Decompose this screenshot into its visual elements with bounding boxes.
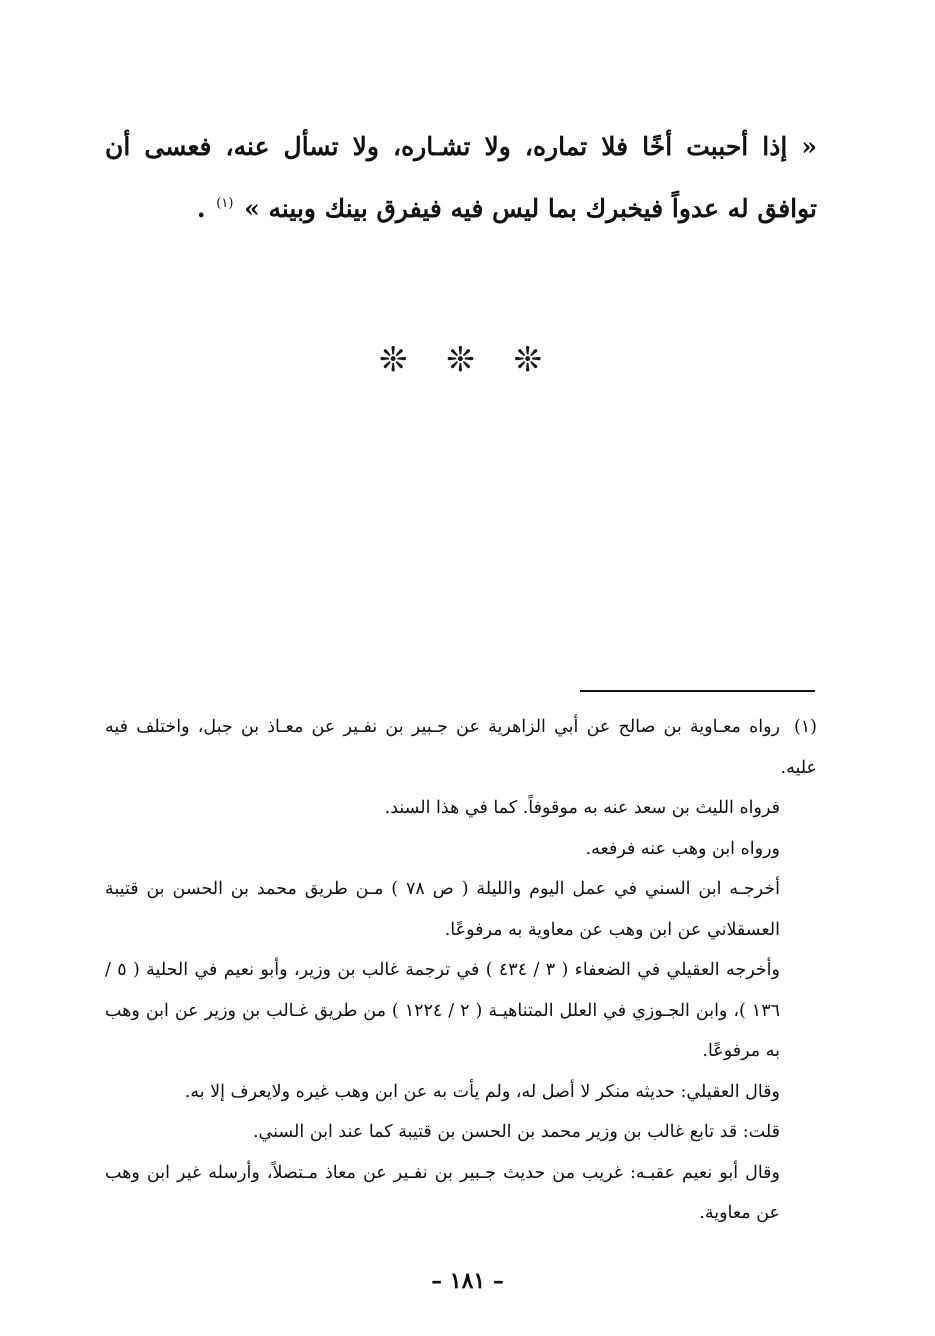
footnotes (105, 707, 817, 1234)
main-paragraph (105, 118, 817, 237)
footnote-text: رواه معـاوية بن صالح عن أبي الزاهرية عن جـبير بن نفـير عن معـاذ بن جبل، واختلف فيه عليه. (105, 717, 817, 778)
page-number: – ١٨١ – (431, 1268, 504, 1294)
footnote-paragraph: وقال العقيلي: حديثه منكر لا أصل له، ولم يأت به عن ابن وهب غيره ولايعرف إلا به. (184, 1081, 780, 1102)
main-text-body: « إذا أحببت أخًا فلا تماره، ولا تشـاره، ولا تسأل عنه، فعسى أن توافق له عدواً فيخبرك بما ليس فيه فيفرق بينك وبينه » (105, 132, 817, 223)
footnote-paragraph (105, 707, 817, 788)
section-separator: ❊ ❊ ❊ (378, 340, 557, 380)
footnote-reference: (١) (216, 196, 234, 211)
footnote-marker: (١) (793, 717, 817, 737)
footnote-divider (580, 690, 815, 692)
footnote-paragraph: وأخرجه العقيلي في الضعفاء ( ٣ / ٤٣٤ ) في ترجمة غالب بن وزير، وأبو نعيم في الحلية ( ٥ / ١٣٦ )، وابن الجـوزي في العلل المتناهيـة ( ٢ / ١٢٢٤ ) من طريق غـالب بن وزير عن ابن وهب به مرفوعًا. (105, 960, 780, 1061)
footnote-paragraph: وقال أبو نعيم عقبـه: غريب من حديث جـبير بن نفـير عن معاذ مـتصلاً، وأرسله غير ابن وهب عن معاوية. (105, 1162, 780, 1223)
main-text-end: . (196, 194, 206, 223)
footnote-paragraph: أخرجـه ابن السني في عمل اليوم والليلة ( ص ٧٨ ) مـن طريق محمد بن الحسن بن قتيبة العسقلاني عن ابن وهب عن معاوية به مرفوعًا. (105, 879, 780, 940)
footnote-paragraph: قلت: قد تابع غالب بن وزير محمد بن الحسن بن قتيبة كما عند ابن السني. (252, 1122, 780, 1142)
footnote-paragraph: ورواه ابن وهب عنه فرفعه. (585, 838, 780, 859)
footnote-paragraph: فرواه الليث بن سعد عنه به موقوفاً. كما في هذا السند. (384, 798, 780, 818)
